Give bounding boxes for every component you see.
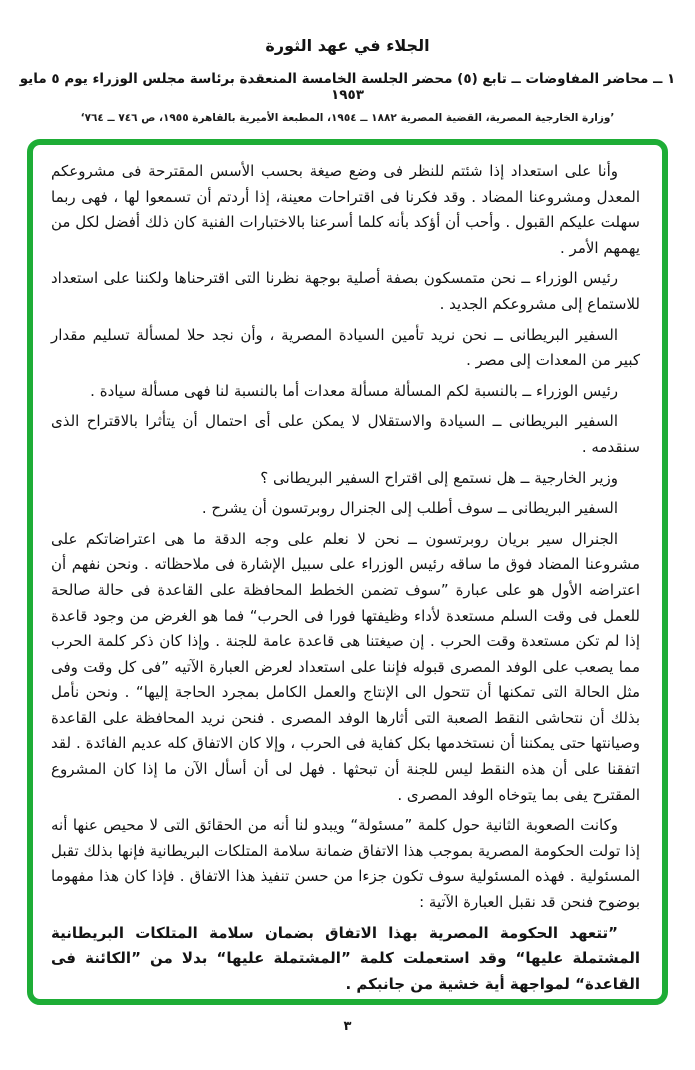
transcript-paragraph: الجنرال سير بريان روبرتسون ــ نحن لا نعلم على وجه الدقة ما هى اعتراضاتكم على مشروعنا المضاد فوق ما ساقه رئيس الوزراء على سبيل الإشارة فى ملاحظاته . ونحن نفهم أن اعتراضه الأول هو على عبارة ”سوف تضمن الخطط المحافظة على القاعدة فى حالة صالحة للعمل فى وقت السلم مستعدة لأداء وظيفتها فورا فى الحرب“ فما هو الغرض من وجود قاعدة إذا لم تكن مستعدة وقت الحرب . إن صيغتنا هى قاعدة عامة للجنة . وإذا كان ذكر كلمة الحرب مما يصعب على الوفد المصرى قبوله فإننا على استعداد لعرض العبارة الآتيه ”فى كل وقت وفى مثل الحالة التى تمكنها أن تتحول الى الإنتاج والعمل الكامل بمجرد الحاجة إليها“ . ونحن نأمل بذلك أن نتحاشى النقط الصعبة التى أثارها الوفد المصرى . فنحن نريد المحافظة على القاعدة وصيانتها حتى يمكننا أن نستخدمها بكل كفاية فى الحرب ، وإلا كان الاتفاق كله عديم الفائدة . لقد اتفقنا على أن هذه النقط ليس للجنة أن تبحثها . فهل لى أن أسأل الآن ما إذا كان المشروع المقترح يفى بما يتوخاه الوفد المصرى . (51, 529, 640, 804)
transcript-green-frame (27, 139, 668, 1005)
transcript-quote-paragraph: ”تتعهد الحكومة المصرية بهذا الاتفاق بضمان سلامة المتلكات البريطانية المشتملة عليها“ وقد استعملت كلمة ”المشتملة عليها“ بدلا من ”الكائنة فى القاعدة“ لمواجهة أية خشية من جانبكم . (51, 923, 640, 993)
transcript-paragraph: وكانت الصعوبة الثانية حول كلمة ”مسئولة“ ويبدو لنا أنه من الحقائق التى لا محيص عنها أنه إذا تولت الحكومة المصرية بموجب هذا الاتفاق ضمانة سلامة المتلكات البريطانية فإنها بذلك تقبل المسئولية . فهذه المسئولية سوف تكون جزءا من حسن تنفيذ هذا الاتفاق . فإذا كان هذا مفهوما بوضوح فنحن قد نقبل العبارة الآتية : (51, 816, 640, 912)
page-title: الجلاء في عهد الثورة (265, 36, 430, 55)
transcript-paragraph: وزير الخارجية ــ هل نستمع إلى اقتراح السفير البريطانى ؟ (260, 468, 618, 487)
transcript-paragraph: السفير البريطانى ــ سوف أطلب إلى الجنرال روبرتسون أن يشرح . (201, 499, 618, 518)
transcript-paragraph: رئيس الوزراء ــ بالنسبة لكم المسألة مسألة معدات أما بالنسبة لنا فهى مسألة سيادة . (90, 381, 618, 400)
transcript-paragraph: وأنا على استعداد إذا شئتم للنظر فى وضع صيغة بحسب الأسس المقترحة فى مشروعكم المعدل ومشروعنا المضاد . وقد فكرنا فى اقتراحات معينة، إذا أردتم أن تسمعوا لها ، فهى ربما سهلت عليكم القبول . وأحب أن أؤكد بأنه كلما أسرعنا بالاختبارات الفنية كان ذلك أفضل لكل من يهمهم الأمر . (51, 162, 640, 257)
transcript-paragraph: السفير البريطانى ــ السيادة والاستقلال لا يمكن على أى احتمال أن يتأثرا بالاقتراح الذى سنقدمه . (51, 412, 640, 456)
source-citation: ’وزارة الخارجية المصرية، القضية المصرية ١٨٨٢ ــ ١٩٥٤، المطبعة الأميرية بالقاهرة ١٩٥٥، ص ٧٤٦ ــ ٧٦٤‘ (80, 112, 615, 124)
transcript-paragraph: السفير البريطانى ــ نحن نريد تأمين السيادة المصرية ، وأن نجد حلا لمسألة تسليم مقدار كبير من المعدات إلى مصر . (51, 325, 640, 370)
transcript-paragraph: رئيس الوزراء ــ نحن متمسكون بصفة أصلية بوجهة نظرنا التى اقترحناها ولكننا على استعداد للاستماع إلى مشروعكم الجديد . (51, 269, 640, 313)
page-number: ٣ (343, 1019, 352, 1034)
section-header: ١ ــ محاضر المفاوضات ــ تابع (٥) محضر الجلسة الخامسة المنعقدة برئاسة مجلس الوزراء يوم ٥ مايو ١٩٥٣ (19, 71, 676, 103)
